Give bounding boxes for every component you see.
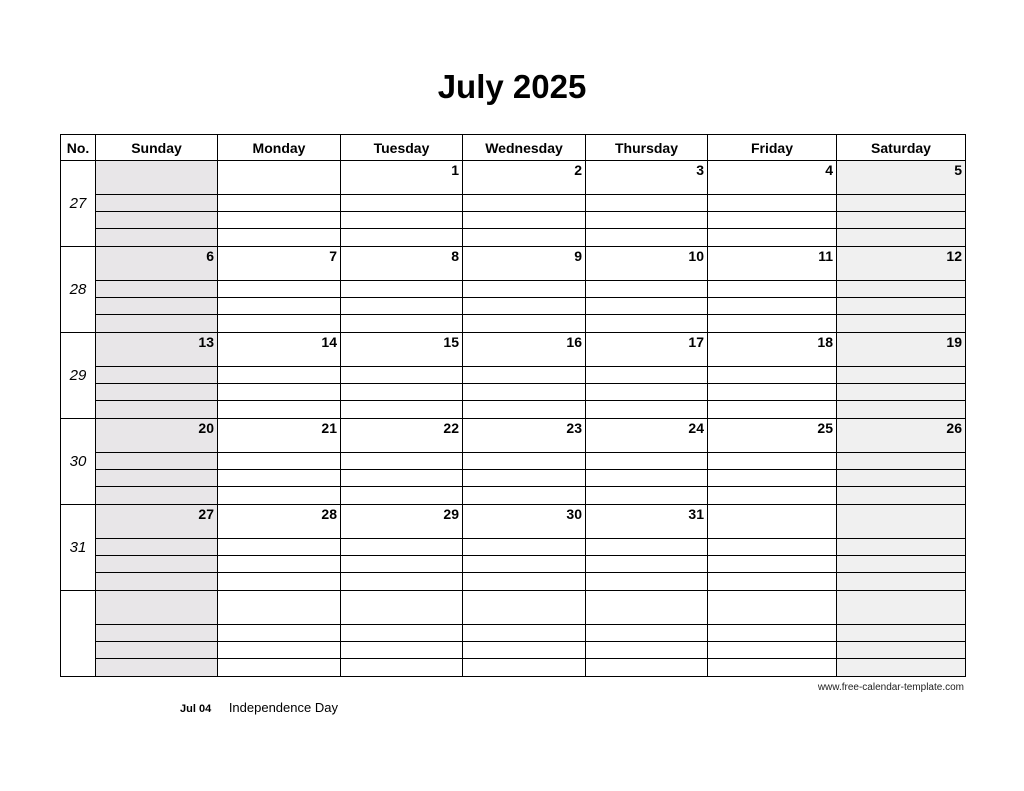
day-number: 30 [566, 506, 582, 522]
note-line [708, 624, 836, 625]
note-line [837, 400, 965, 401]
note-line [708, 400, 836, 401]
day-cell[interactable] [708, 333, 837, 419]
note-line [341, 469, 462, 470]
day-cell[interactable] [463, 591, 586, 677]
week-number [61, 591, 96, 677]
note-line [96, 400, 217, 401]
day-cell[interactable] [708, 419, 837, 505]
note-line [96, 624, 217, 625]
week-number: 31 [61, 505, 96, 591]
note-line [96, 641, 217, 642]
day-number: 14 [321, 334, 337, 350]
day-number: 16 [566, 334, 582, 350]
note-line [837, 469, 965, 470]
note-line [837, 658, 965, 659]
note-line [708, 314, 836, 315]
note-line [463, 297, 585, 298]
note-line [218, 228, 340, 229]
day-number: 6 [206, 248, 214, 264]
day-cell[interactable] [586, 419, 708, 505]
note-line [586, 366, 707, 367]
note-line [708, 641, 836, 642]
note-line [96, 452, 217, 453]
note-line [463, 211, 585, 212]
day-number: 13 [198, 334, 214, 350]
day-cell[interactable] [708, 505, 837, 591]
day-number: 26 [946, 420, 962, 436]
day-number: 24 [688, 420, 704, 436]
day-cell[interactable] [463, 161, 586, 247]
note-line [586, 228, 707, 229]
note-line [463, 452, 585, 453]
note-line [708, 538, 836, 539]
day-cell[interactable] [341, 419, 463, 505]
day-cell[interactable] [218, 505, 341, 591]
note-line [341, 280, 462, 281]
day-cell[interactable] [463, 419, 586, 505]
day-cell[interactable] [218, 247, 341, 333]
note-line [586, 641, 707, 642]
note-line [708, 572, 836, 573]
day-number: 23 [566, 420, 582, 436]
note-line [708, 555, 836, 556]
note-line [96, 366, 217, 367]
header-thursday: Thursday [586, 135, 708, 161]
note-line [96, 211, 217, 212]
note-line [218, 314, 340, 315]
day-cell[interactable] [837, 161, 966, 247]
day-cell[interactable] [218, 419, 341, 505]
note-line [96, 538, 217, 539]
calendar-grid [60, 134, 966, 677]
note-line [96, 469, 217, 470]
day-number: 15 [443, 334, 459, 350]
day-number: 25 [817, 420, 833, 436]
note-line [341, 314, 462, 315]
note-line [218, 452, 340, 453]
note-line [708, 280, 836, 281]
note-line [586, 658, 707, 659]
note-line [218, 383, 340, 384]
day-number: 11 [818, 248, 833, 264]
note-line [463, 314, 585, 315]
note-line [218, 555, 340, 556]
note-line [463, 366, 585, 367]
note-line [586, 469, 707, 470]
day-cell[interactable] [708, 591, 837, 677]
note-line [341, 383, 462, 384]
week-row [61, 161, 966, 247]
day-number: 4 [825, 162, 833, 178]
note-line [341, 194, 462, 195]
header-row [61, 135, 966, 161]
day-cell[interactable] [218, 591, 341, 677]
header-saturday: Saturday [837, 135, 966, 161]
day-number: 31 [688, 506, 704, 522]
note-line [341, 538, 462, 539]
header-week-no: No. [61, 135, 96, 161]
note-line [218, 366, 340, 367]
note-line [837, 538, 965, 539]
week-row [61, 247, 966, 333]
day-number: 21 [321, 420, 337, 436]
note-line [341, 624, 462, 625]
note-line [586, 400, 707, 401]
note-line [96, 383, 217, 384]
note-line [708, 228, 836, 229]
note-line [96, 658, 217, 659]
note-line [708, 211, 836, 212]
note-line [837, 211, 965, 212]
note-line [708, 452, 836, 453]
holiday-date: Jul 04 [180, 703, 212, 715]
note-line [837, 486, 965, 487]
note-line [341, 572, 462, 573]
note-line [463, 624, 585, 625]
day-number: 10 [688, 248, 704, 264]
day-cell[interactable] [463, 247, 586, 333]
note-line [218, 658, 340, 659]
day-cell[interactable] [837, 247, 966, 333]
note-line [586, 314, 707, 315]
day-number: 7 [329, 248, 337, 264]
note-line [837, 366, 965, 367]
note-line [463, 228, 585, 229]
day-cell[interactable] [586, 505, 708, 591]
note-line [463, 469, 585, 470]
day-cell[interactable] [218, 333, 341, 419]
note-line [586, 555, 707, 556]
note-line [463, 194, 585, 195]
day-cell[interactable] [96, 505, 218, 591]
note-line [837, 452, 965, 453]
note-line [586, 194, 707, 195]
note-line [837, 314, 965, 315]
note-line [341, 486, 462, 487]
week-row [61, 591, 966, 677]
note-line [218, 641, 340, 642]
note-line [218, 538, 340, 539]
note-line [341, 658, 462, 659]
note-line [218, 572, 340, 573]
day-cell[interactable] [837, 505, 966, 591]
day-number: 2 [574, 162, 582, 178]
day-cell[interactable] [341, 161, 463, 247]
note-line [586, 452, 707, 453]
day-cell[interactable] [837, 419, 966, 505]
day-cell[interactable] [837, 333, 966, 419]
note-line [218, 280, 340, 281]
day-cell[interactable] [341, 247, 463, 333]
note-line [837, 641, 965, 642]
day-number: 5 [954, 162, 962, 178]
note-line [837, 572, 965, 573]
day-number: 17 [688, 334, 704, 350]
note-line [341, 228, 462, 229]
day-number: 27 [198, 506, 214, 522]
day-cell[interactable] [96, 591, 218, 677]
week-row [61, 333, 966, 419]
note-line [586, 211, 707, 212]
note-line [586, 297, 707, 298]
day-number: 1 [451, 162, 459, 178]
day-cell[interactable] [708, 247, 837, 333]
day-cell[interactable] [341, 333, 463, 419]
note-line [218, 400, 340, 401]
note-line [837, 280, 965, 281]
day-cell[interactable] [218, 161, 341, 247]
day-cell[interactable] [586, 247, 708, 333]
day-cell[interactable] [341, 591, 463, 677]
note-line [341, 366, 462, 367]
footer-url: www.free-calendar-template.com [817, 682, 964, 693]
note-line [708, 194, 836, 195]
note-line [463, 383, 585, 384]
day-number: 18 [817, 334, 833, 350]
note-line [586, 383, 707, 384]
note-line [96, 555, 217, 556]
header-monday: Monday [218, 135, 341, 161]
week-number: 29 [61, 333, 96, 419]
note-line [218, 297, 340, 298]
note-line [96, 280, 217, 281]
day-number: 29 [443, 506, 459, 522]
note-line [96, 314, 217, 315]
day-cell[interactable] [96, 247, 218, 333]
holiday-name: Independence Day [228, 700, 338, 715]
note-line [837, 624, 965, 625]
note-line [837, 194, 965, 195]
note-line [341, 555, 462, 556]
day-cell[interactable] [586, 591, 708, 677]
note-line [708, 297, 836, 298]
day-number: 3 [696, 162, 704, 178]
day-number: 8 [451, 248, 459, 264]
note-line [708, 366, 836, 367]
header-tuesday: Tuesday [341, 135, 463, 161]
day-cell[interactable] [463, 333, 586, 419]
note-line [586, 538, 707, 539]
note-line [218, 486, 340, 487]
day-cell[interactable] [341, 505, 463, 591]
note-line [218, 211, 340, 212]
note-line [96, 297, 217, 298]
note-line [837, 228, 965, 229]
note-line [463, 658, 585, 659]
note-line [218, 469, 340, 470]
note-line [341, 641, 462, 642]
note-line [463, 280, 585, 281]
note-line [463, 400, 585, 401]
note-line [837, 297, 965, 298]
note-line [837, 383, 965, 384]
note-line [708, 469, 836, 470]
week-number: 30 [61, 419, 96, 505]
note-line [708, 658, 836, 659]
note-line [341, 211, 462, 212]
header-sunday: Sunday [96, 135, 218, 161]
note-line [96, 194, 217, 195]
note-line [96, 228, 217, 229]
day-cell[interactable] [96, 161, 218, 247]
note-line [463, 641, 585, 642]
day-number: 28 [321, 506, 337, 522]
note-line [586, 486, 707, 487]
note-line [708, 486, 836, 487]
note-line [96, 572, 217, 573]
note-line [218, 194, 340, 195]
day-cell[interactable] [586, 333, 708, 419]
note-line [96, 486, 217, 487]
note-line [708, 383, 836, 384]
note-line [463, 555, 585, 556]
day-number: 19 [946, 334, 962, 350]
day-cell[interactable] [96, 419, 218, 505]
note-line [463, 572, 585, 573]
note-line [586, 624, 707, 625]
note-line [218, 624, 340, 625]
calendar-body [61, 161, 966, 677]
day-cell[interactable] [708, 161, 837, 247]
note-line [837, 555, 965, 556]
header-wednesday: Wednesday [463, 135, 586, 161]
day-cell[interactable] [463, 505, 586, 591]
week-row [61, 419, 966, 505]
day-number: 20 [198, 420, 214, 436]
day-number: 12 [946, 248, 962, 264]
calendar-title: July 2025 [437, 68, 587, 105]
holiday-entry [180, 700, 338, 715]
day-cell[interactable] [586, 161, 708, 247]
day-cell[interactable] [837, 591, 966, 677]
note-line [463, 486, 585, 487]
note-line [586, 572, 707, 573]
note-line [463, 538, 585, 539]
day-number: 22 [443, 420, 459, 436]
note-line [341, 400, 462, 401]
day-number: 9 [574, 248, 582, 264]
note-line [341, 452, 462, 453]
week-number: 27 [61, 161, 96, 247]
note-line [586, 280, 707, 281]
note-line [341, 297, 462, 298]
day-cell[interactable] [96, 333, 218, 419]
header-friday: Friday [708, 135, 837, 161]
week-row [61, 505, 966, 591]
week-number: 28 [61, 247, 96, 333]
